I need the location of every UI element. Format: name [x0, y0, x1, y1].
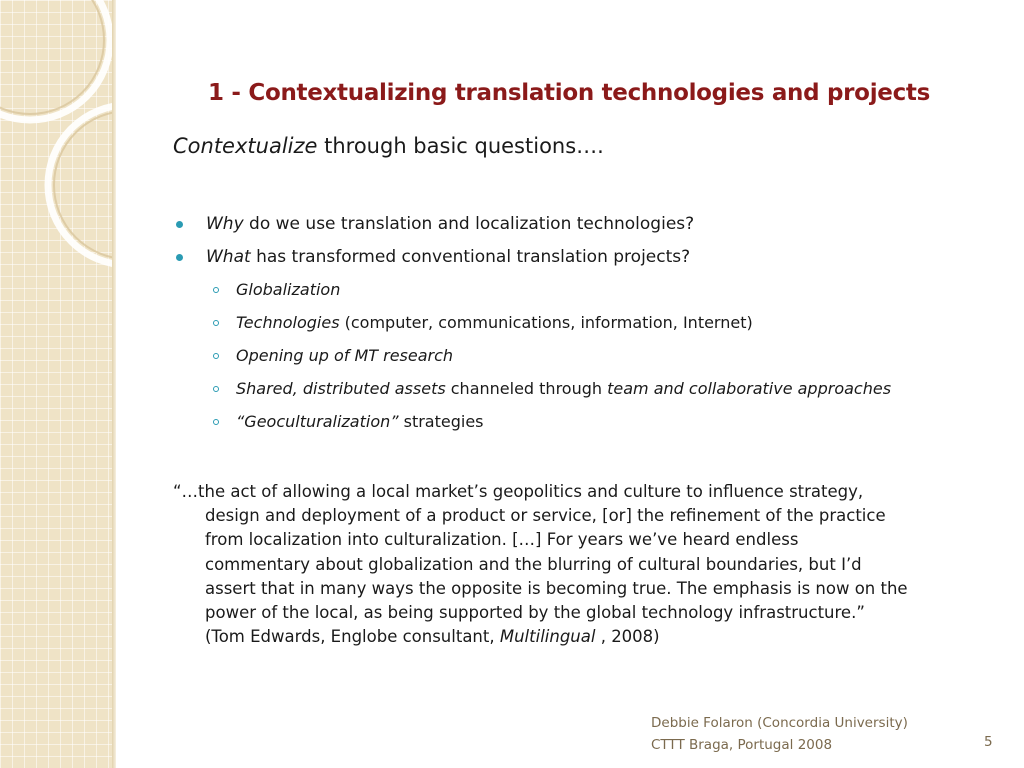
sub-bullet-ring-icon — [213, 386, 219, 392]
slide-subtitle — [173, 134, 604, 158]
bullet-item — [176, 243, 996, 276]
bullet-text: Why do we use translation and localization technologies? — [206, 214, 695, 234]
sub-bullet-ring-icon — [213, 419, 219, 425]
bullet-item — [176, 210, 996, 243]
sub-bullet-text: “Geoculturalization” strategies — [236, 412, 484, 431]
sub-bullet-item — [176, 408, 996, 441]
page-number: 5 — [984, 734, 993, 750]
bullet-dot-icon — [176, 221, 183, 228]
sub-bullet-item — [176, 276, 996, 309]
quote-citation: (Tom Edwards, Englobe consultant, Multilingual , 2008) — [205, 627, 660, 647]
sub-bullet-item — [176, 375, 996, 408]
footer-author: Debbie Folaron (Concordia University) — [651, 715, 908, 731]
sub-bullet-text: Shared, distributed assets channeled through team and collaborative approaches — [236, 379, 892, 398]
quote-line: design and deployment of a product or service, [or] the refinement of the practice — [205, 506, 886, 526]
sub-bullet-text: Globalization — [236, 280, 341, 299]
quote-line: commentary about globalization and the blurring of cultural boundaries, but I’d — [205, 554, 862, 574]
quote-block — [173, 480, 988, 649]
bullet-list — [176, 210, 996, 441]
decorative-circles — [0, 0, 112, 768]
quote-line: “…the act of allowing a local market’s geopolitics and culture to influence strategy, — [173, 482, 864, 501]
sub-bullet-ring-icon — [213, 353, 219, 359]
sidebar-edge — [112, 0, 116, 768]
sub-bullet-item — [176, 342, 996, 375]
sub-bullet-ring-icon — [213, 320, 219, 326]
sub-bullet-text: Opening up of MT research — [236, 346, 454, 365]
subtitle-rest: through basic questions…. — [317, 134, 604, 158]
subtitle-italic: Contextualize — [173, 134, 318, 158]
quote-line: from localization into culturalization. […] For years we’ve heard endless — [205, 530, 799, 550]
slide-footer — [651, 712, 908, 756]
quote-line: power of the local, as being supported by the global technology infrastructure.” — [205, 603, 865, 623]
footer-event: CTTT Braga, Portugal 2008 — [651, 737, 833, 753]
sub-bullet-item — [176, 309, 996, 342]
quote-line: assert that in many ways the opposite is becoming true. The emphasis is now on the — [205, 578, 908, 598]
slide-title: 1 - Contextualizing translation technologies and projects — [208, 80, 930, 106]
bullet-text: What has transformed conventional translation projects? — [206, 247, 691, 267]
decorative-sidebar — [0, 0, 112, 768]
sub-bullet-text: Technologies (computer, communications, information, Internet) — [236, 313, 753, 332]
sub-bullet-ring-icon — [213, 287, 219, 293]
bullet-dot-icon — [176, 254, 183, 261]
